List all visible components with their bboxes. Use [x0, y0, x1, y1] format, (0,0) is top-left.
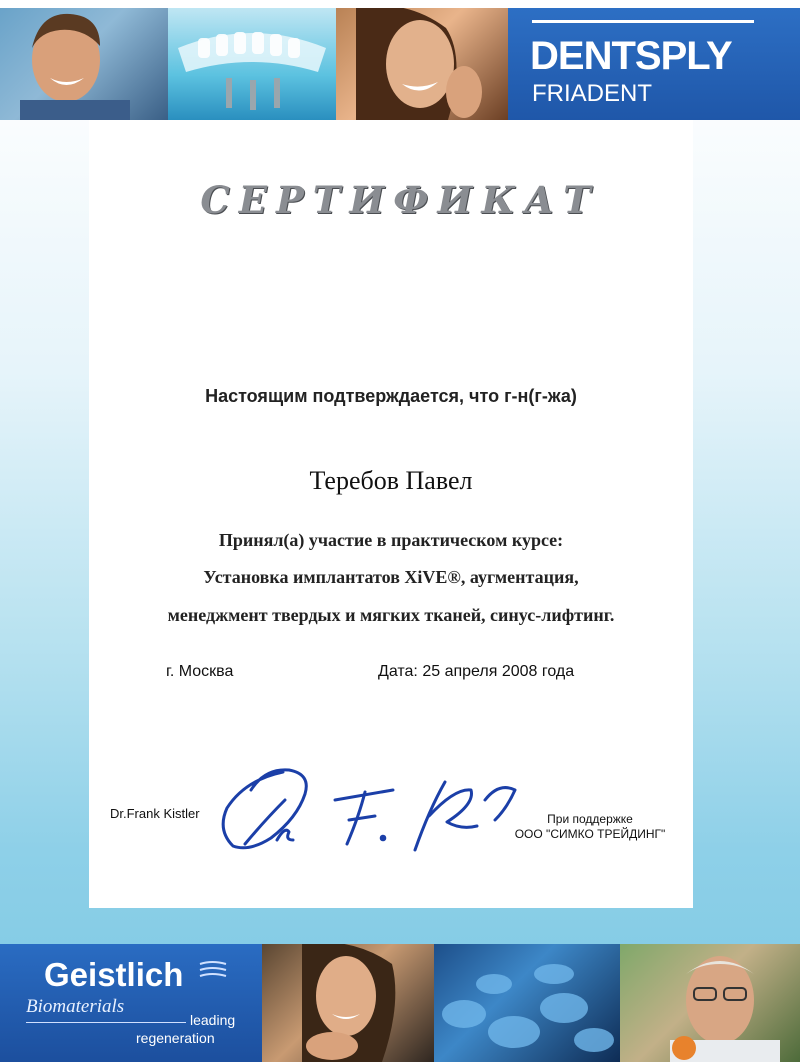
brand-name-friadent: FRIADENT [532, 80, 652, 107]
support-label: При поддержке [547, 812, 633, 826]
brand-subtitle: Biomaterials [26, 996, 125, 1017]
photo-elderly-man [620, 944, 800, 1062]
geistlich-logo [0, 944, 262, 1062]
course-line-3: менеджмент твердых и мягких тканей, синус-лифтинг. [167, 605, 615, 625]
subtitle-underline [26, 1022, 186, 1023]
brand-name-geistlich: Geistlich [44, 956, 184, 993]
photo-smiling-man [0, 8, 168, 120]
certificate-title: СЕРТИФИКАТ [200, 178, 600, 222]
photo-dental-implant-model [168, 8, 336, 120]
photo-woman-hand-chin [262, 944, 434, 1062]
sponsor-note [500, 812, 680, 842]
recipient-name: Теребов Павел [309, 466, 473, 495]
handwritten-signature [215, 760, 535, 860]
photo-smiling-woman [336, 8, 508, 120]
dentsply-friadent-logo [508, 8, 800, 120]
course-line-1: Принял(а) участие в практическом курсе: [218, 530, 564, 550]
signer-name: Dr.Frank Kistler [110, 806, 200, 821]
tagline-leading: leading [190, 1012, 236, 1028]
bottom-banner [0, 944, 800, 1062]
top-banner [0, 8, 800, 120]
brand-name-dentsply: DENTSPLY [530, 34, 732, 78]
tagline-regeneration: regeneration [136, 1030, 215, 1046]
course-line-2: Установка имплантатов XiVE®, аугментация, [203, 567, 579, 587]
support-company: ООО "СИМКО ТРЕЙДИНГ" [514, 827, 666, 841]
date: Дата: 25 апреля 2008 года [378, 663, 575, 680]
city: г. Москва [166, 663, 234, 680]
photo-bone-structure [434, 944, 620, 1062]
logo-rule [532, 20, 754, 23]
confirmation-text: Настоящим подтверждается, что г-н(г-жа) [205, 386, 577, 406]
